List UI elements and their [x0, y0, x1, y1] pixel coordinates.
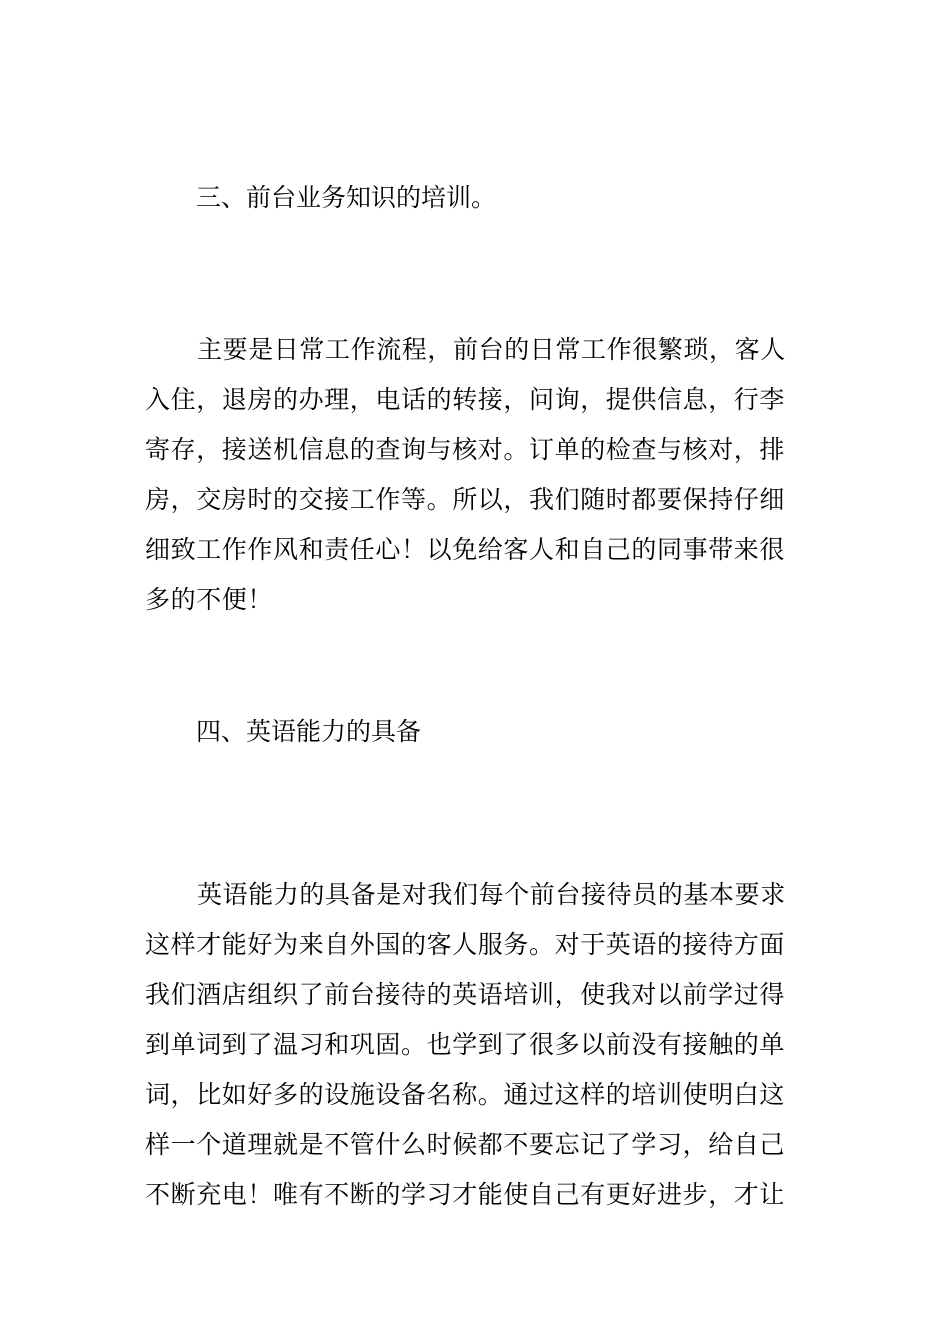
- paragraph-line: 入住，退房的办理，电话的转接，问询，提供信息，行李: [145, 385, 786, 414]
- paragraph-line: 房，交房时的交接工作等。所以，我们随时都要保持仔细: [145, 485, 786, 514]
- paragraph-line: 细致工作作风和责任心！以免给客人和自己的同事带来很: [145, 535, 786, 564]
- paragraph-line: 英语能力的具备是对我们每个前台接待员的基本要求: [197, 880, 786, 909]
- paragraph-line: 多的不便！: [145, 585, 274, 614]
- paragraph-line: 这样才能好为来自外国的客人服务。对于英语的接待方面: [145, 930, 786, 959]
- section-paragraph-3: [145, 325, 810, 625]
- paragraph-line: 词，比如好多的设施设备名称。通过这样的培训使明白这: [145, 1080, 786, 1109]
- paragraph-line: 主要是日常工作流程，前台的日常工作很繁琐，客人: [197, 335, 786, 364]
- paragraph-line: 到单词到了温习和巩固。也学到了很多以前没有接触的单: [145, 1030, 786, 1059]
- section-paragraph-4: [145, 870, 810, 1220]
- paragraph-line: 寄存，接送机信息的查询与核对。订单的检查与核对，排: [145, 435, 786, 464]
- section-heading-4: 四、英语能力的具备: [196, 717, 422, 746]
- paragraph-line: 不断充电！唯有不断的学习才能使自己有更好进步，才让: [145, 1180, 786, 1209]
- paragraph-line: 样一个道理就是不管什么时候都不要忘记了学习，给自己: [145, 1130, 786, 1159]
- section-heading-3: 三、前台业务知识的培训。: [196, 183, 497, 212]
- paragraph-line: 我们酒店组织了前台接待的英语培训，使我对以前学过得: [145, 980, 786, 1009]
